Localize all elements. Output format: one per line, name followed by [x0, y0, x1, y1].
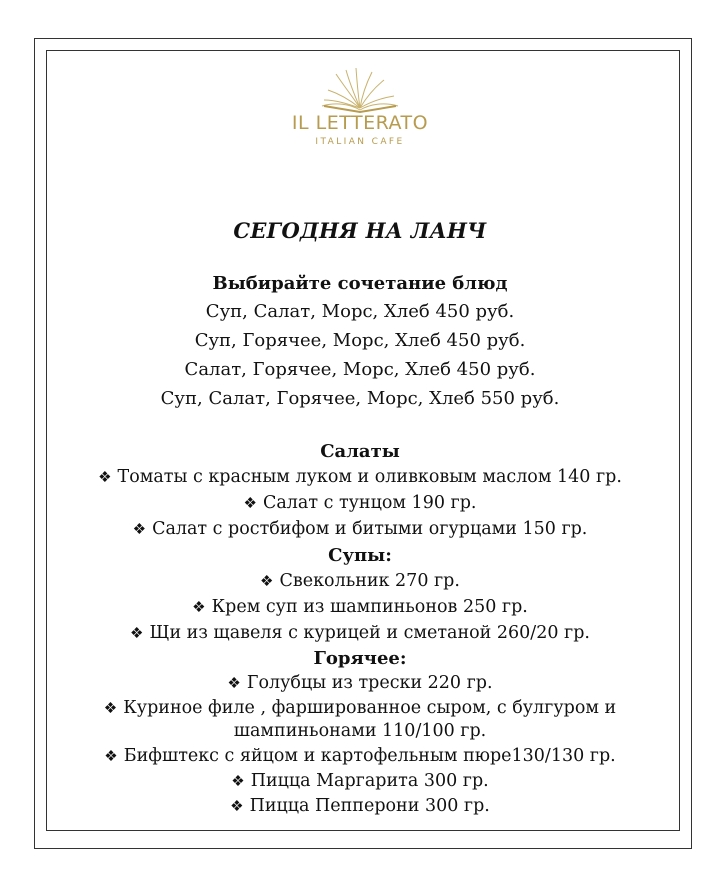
menu-item-label: Голубцы из трески 220 гр.: [246, 673, 493, 693]
bullet-icon: ❖: [227, 674, 241, 692]
combos-heading: Выбирайте сочетание блюд: [212, 273, 508, 294]
menu-item: [0, 746, 720, 766]
menu-item: [0, 673, 720, 693]
menu-item-label: Крем суп из шампиньонов 250 гр.: [211, 597, 528, 617]
menu-item-label: Куриное филе , фаршированное сыром, с булгуром и: [123, 698, 617, 718]
menu-item-continued: шампиньонами 110/100 гр.: [233, 721, 487, 741]
combo-line: Суп, Горячее, Морс, Хлеб 450 руб.: [194, 330, 526, 351]
soups-heading: Супы:: [328, 545, 392, 566]
open-book-logo-icon: [310, 66, 410, 114]
menu-item: [0, 519, 720, 539]
menu-item-label: Свекольник 270 гр.: [279, 571, 460, 591]
menu-item: [0, 493, 720, 513]
bullet-icon: ❖: [104, 747, 118, 765]
bullet-icon: ❖: [103, 699, 118, 717]
menu-item-label: Бифштекс с яйцом и картофельным пюре130/130 гр.: [123, 746, 616, 766]
menu-item-label: Щи из щавеля с курицей и сметаной 260/20 гр.: [149, 623, 590, 643]
page-title: СЕГОДНЯ НА ЛАНЧ: [233, 218, 487, 243]
bullet-icon: ❖: [260, 572, 274, 590]
bullet-icon: ❖: [243, 494, 257, 512]
hot-heading: Горячее:: [313, 648, 407, 669]
bullet-icon: ❖: [98, 468, 112, 486]
cafe-name: IL LETTERATO: [291, 112, 429, 134]
menu-item: [0, 796, 720, 816]
menu-item-label: Салат с ростбифом и битыми огурцами 150 гр.: [152, 519, 588, 539]
menu-item: [0, 467, 720, 487]
menu-item-label: Пицца Пепперони 300 гр.: [249, 796, 490, 816]
menu-item-label: Салат с тунцом 190 гр.: [262, 493, 477, 513]
cafe-subtitle: ITALIAN CAFE: [315, 137, 405, 147]
menu-item: [0, 698, 720, 718]
menu-item: [0, 597, 720, 617]
bullet-icon: ❖: [192, 598, 206, 616]
menu-item-label: Томаты с красным луком и оливковым маслом 140 гр.: [117, 467, 622, 487]
menu-item: [0, 771, 720, 791]
bullet-icon: ❖: [231, 772, 245, 790]
bullet-icon: ❖: [130, 624, 144, 642]
combo-line: Суп, Салат, Морс, Хлеб 450 руб.: [205, 301, 515, 322]
menu-item-label: Пицца Маргарита 300 гр.: [250, 771, 489, 791]
menu-item: [0, 623, 720, 643]
bullet-icon: ❖: [230, 797, 244, 815]
combo-line: Суп, Салат, Горячее, Морс, Хлеб 550 руб.: [160, 388, 560, 409]
bullet-icon: ❖: [132, 520, 147, 538]
menu-item: [0, 571, 720, 591]
salads-heading: Салаты: [320, 441, 400, 462]
combo-line: Салат, Горячее, Морс, Хлеб 450 руб.: [184, 359, 536, 380]
